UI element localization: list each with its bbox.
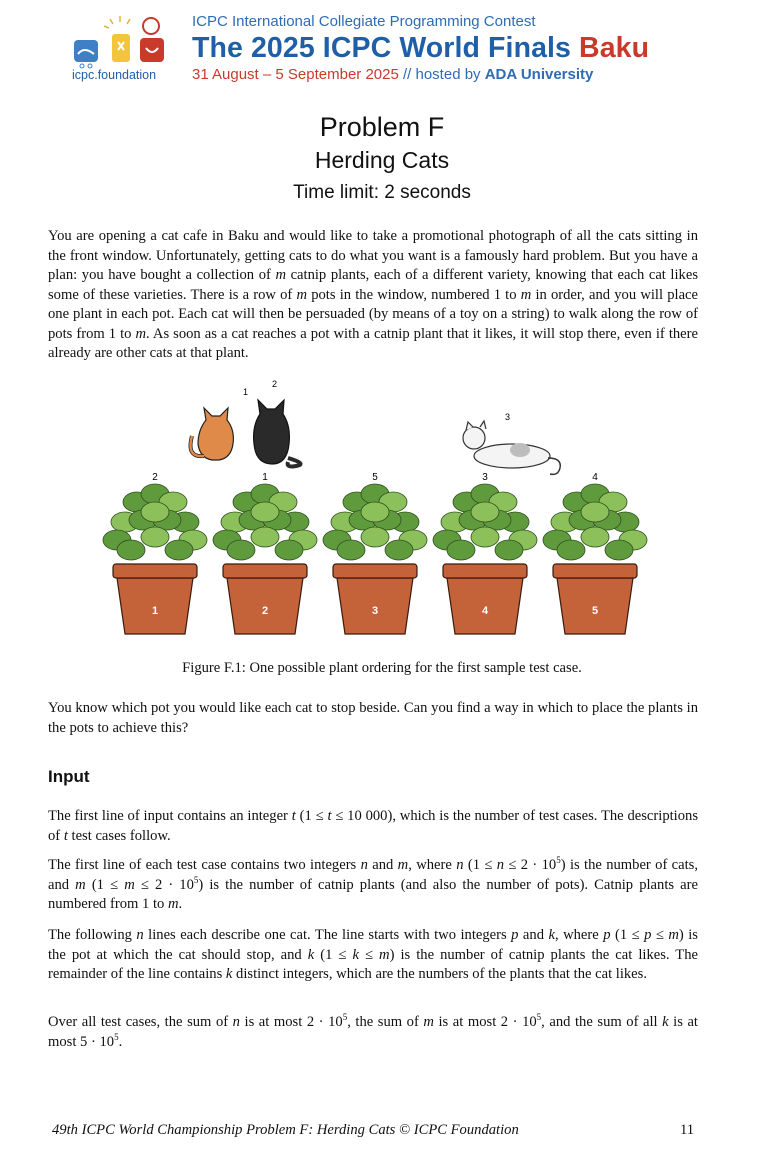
leaf [605, 540, 633, 560]
cat-label-2: 2 [272, 379, 278, 389]
input-paragraph-2: The first line of each test case contains two integers n and m, where n $(1 \le n \le 2 \cdot 10^5)$ is the number of cats, and m $(1 \le m \le 2 \cdot 10^5)$ is the number of catnip plants (and also the number of pots). Catnip plants are numbered from 1 to m. [48, 855, 698, 912]
leaf [447, 540, 475, 560]
potted-plant [543, 472, 647, 634]
pot-rim [553, 564, 637, 578]
cat-label-3: 3 [505, 412, 511, 422]
leaf [361, 502, 389, 522]
footer-text: 49th ICPC World Championship Problem F: Herding Cats © ICPC Foundation [52, 1122, 519, 1138]
logo-text: icpc.foundation [72, 68, 157, 82]
plant-number: 4 [592, 472, 598, 483]
leaf [275, 540, 303, 560]
potted-plant [213, 472, 317, 634]
pot-number: 1 [151, 605, 159, 617]
input-heading: Input [48, 767, 90, 786]
question-paragraph: You know which pot you would like each cat to stop beside. Can you find a way in which to place the plants in the pots to achieve this? [48, 700, 698, 736]
statement-paragraph: You are opening a cat cafe in Baku and would like to take a promotional photograph of all the cats sitting in the front window. Unfortunately, getting cats to do what you want is a famously hard problem. But you have a plan: you have bought a collection of m catnip plants, each of a different variety, knowing that each cat likes some of these varieties. There is a row of m pots in the window, numbered 1 to m in order, and you will place one plant in each pot. Each cat will then be persuaded (by means of a toy on a string) to walk along the row of pots from 1 to m. As soon as a cat reaches a pot with a catnip plant that it likes, it will stop there, even if there already are other cats at that plant. [48, 228, 699, 361]
pot-rim [113, 564, 197, 578]
time-limit: Time limit: 2 seconds [293, 182, 471, 203]
figure-caption: Figure F.1: One possible plant ordering for the first sample test case. [182, 660, 582, 676]
cat-black [254, 400, 301, 467]
leaf [227, 540, 255, 560]
problem-label: Problem F [319, 112, 445, 142]
pot-number: 3 [371, 605, 379, 617]
leaf [361, 527, 389, 547]
plant-number: 2 [152, 472, 158, 483]
event-dates [192, 66, 593, 83]
problem-name: Herding Cats [314, 147, 450, 173]
pot-number: 5 [591, 605, 599, 617]
plant-number: 5 [372, 472, 378, 483]
input-paragraph-4: Over all test cases, the sum of n is at most $2 \cdot 10^5$, the sum of m is at most $2 \cdot 10^5$, and the sum of all k is at most $5 \cdot 10^5$. [48, 1012, 698, 1050]
cat-label-1: 1 [243, 387, 249, 397]
potted-plant [433, 472, 537, 634]
pot-rim [333, 564, 417, 578]
potted-plant [103, 472, 207, 634]
leaf [117, 540, 145, 560]
event-title-main: The 2025 ICPC World Finals [192, 32, 580, 64]
leaf [251, 527, 279, 547]
leaf [581, 502, 609, 522]
potted-plant [323, 472, 427, 634]
leaf [471, 527, 499, 547]
leaf [165, 540, 193, 560]
cat-orange [191, 408, 234, 460]
pot-number: 4 [481, 605, 489, 617]
plant-number: 3 [482, 472, 488, 483]
leaf [141, 502, 169, 522]
leaf [385, 540, 413, 560]
event-title [192, 32, 649, 65]
leaf [581, 527, 609, 547]
leaf [495, 540, 523, 560]
pot-rim [223, 564, 307, 578]
dates: 31 August – 5 September 2025 [192, 66, 399, 83]
pot-rim [443, 564, 527, 578]
figure-plants-and-cats [100, 372, 660, 642]
page-number: 11 [680, 1122, 695, 1138]
leaf [251, 502, 279, 522]
input-paragraph-3: The following n lines each describe one cat. The line starts with two integers p and k, where p (1 ≤ p ≤ m) is the pot at which the cat should stop, and k (1 ≤ k ≤ m) is the number of catnip plants the cat likes. The remainder of the line contains k distinct integers, which are the numbers of the plants that the cat likes. [48, 927, 698, 982]
pot-number: 2 [261, 605, 269, 617]
event-title-city: Baku [579, 32, 650, 64]
hosted-prefix: // hosted by [398, 66, 485, 83]
plant-number: 1 [262, 472, 268, 483]
leaf [471, 502, 499, 522]
host-name: ADA University [484, 66, 594, 83]
cat-white [463, 421, 560, 474]
leaf [557, 540, 585, 560]
input-paragraph-1: The first line of input contains an integer t (1 ≤ t ≤ 10 000), which is the number of test cases. The descriptions of t test cases follow. [48, 808, 698, 844]
contest-name: ICPC International Collegiate Programming Contest [192, 13, 536, 30]
leaf [337, 540, 365, 560]
leaf [141, 527, 169, 547]
